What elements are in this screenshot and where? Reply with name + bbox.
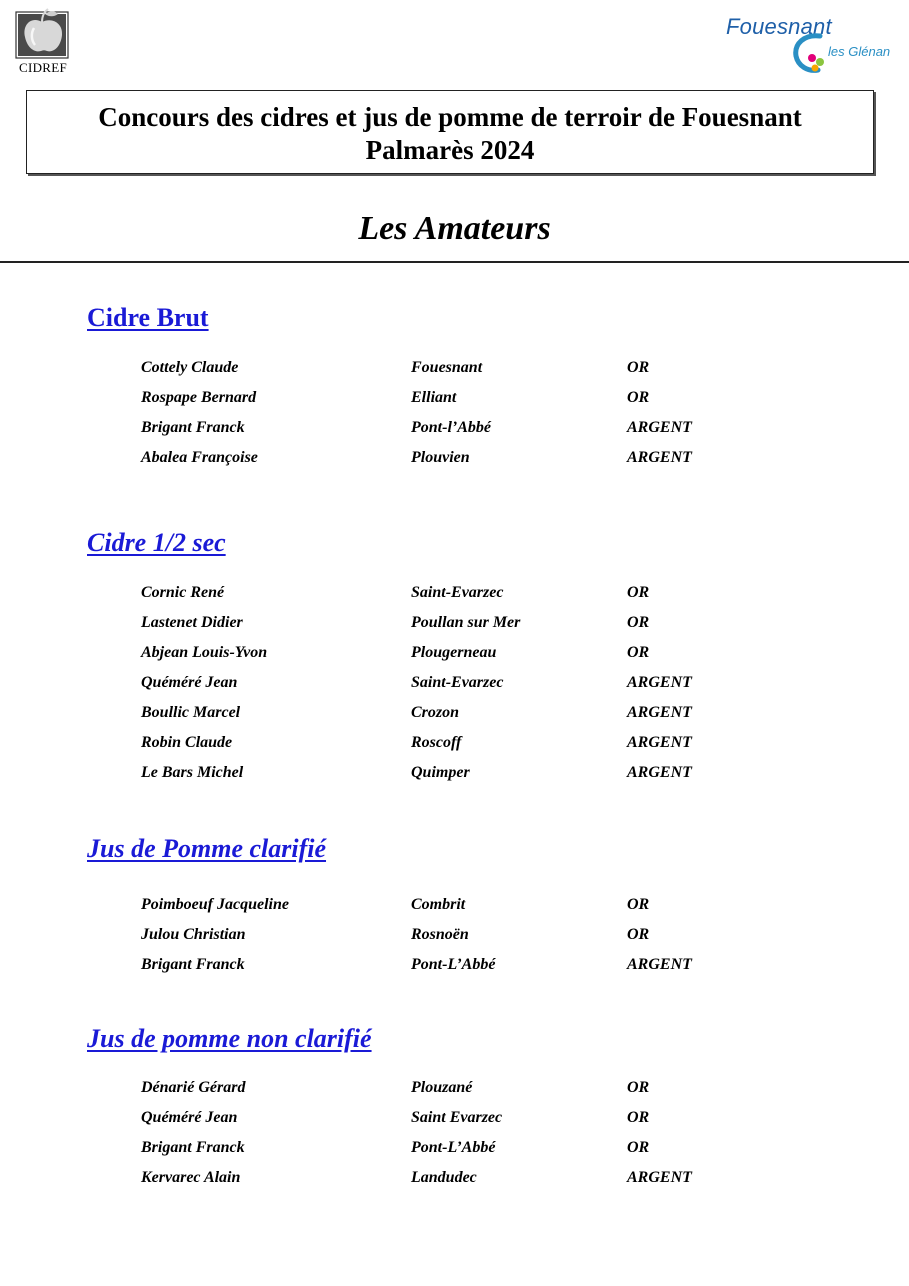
entrant-city: Pont-l’Abbé xyxy=(411,419,491,436)
entrant-name: Quéméré Jean xyxy=(141,1109,238,1126)
table-row xyxy=(0,896,909,918)
entrant-name: Lastenet Didier xyxy=(141,614,243,631)
entrant-name: Julou Christian xyxy=(141,926,246,943)
entrant-name: Abjean Louis-Yvon xyxy=(141,644,268,661)
award-badge: ARGENT xyxy=(627,1169,692,1186)
award-badge: OR xyxy=(627,359,650,376)
fouesnant-logo xyxy=(724,12,904,82)
apple-icon xyxy=(14,6,72,60)
cidref-brand-text: CIDREF xyxy=(18,60,68,75)
section-divider xyxy=(0,261,909,263)
table-row xyxy=(0,674,909,696)
table-row xyxy=(0,449,909,471)
table-row xyxy=(0,734,909,756)
entrant-city: Elliant xyxy=(411,389,457,406)
section-title: Les Amateurs xyxy=(358,210,551,247)
award-badge: OR xyxy=(627,584,650,601)
table-row xyxy=(0,1139,909,1161)
award-badge: OR xyxy=(627,1109,650,1126)
category-title-cidre-demi-sec: Cidre 1/2 sec xyxy=(87,528,226,557)
swirl-icon xyxy=(790,32,830,78)
entrant-city: Plouvien xyxy=(411,449,470,466)
table-row xyxy=(0,926,909,948)
entrant-city: Saint Evarzec xyxy=(411,1109,503,1126)
les-glenan-text: les Glénan xyxy=(828,44,891,59)
category-title-jus-non-clarifie: Jus de pomme non clarifié xyxy=(87,1024,372,1053)
award-badge: OR xyxy=(627,389,650,406)
entrant-name: Abalea Françoise xyxy=(141,449,258,466)
entrant-name: Kervarec Alain xyxy=(141,1169,241,1186)
entrant-name: Robin Claude xyxy=(141,734,233,751)
entrant-name: Cottely Claude xyxy=(141,359,239,376)
entrant-name: Rospape Bernard xyxy=(141,389,257,406)
entrant-name: Poimboeuf Jacqueline xyxy=(141,896,289,913)
table-row xyxy=(0,956,909,978)
award-badge: ARGENT xyxy=(627,764,692,781)
table-row xyxy=(0,764,909,786)
award-badge: ARGENT xyxy=(627,734,692,751)
entrant-name: Le Bars Michel xyxy=(141,764,244,781)
entrant-city: Roscoff xyxy=(411,734,462,751)
entrant-city: Fouesnant xyxy=(411,359,483,376)
award-badge: OR xyxy=(627,896,650,913)
entrant-city: Rosnoën xyxy=(411,926,469,943)
award-badge: OR xyxy=(627,614,650,631)
award-badge: ARGENT xyxy=(627,704,692,721)
entrant-city: Saint-Evarzec xyxy=(411,584,504,601)
award-badge: OR xyxy=(627,644,650,661)
table-row xyxy=(0,584,909,606)
title-line-2: Palmarès 2024 xyxy=(365,135,535,165)
table-row xyxy=(0,1079,909,1101)
table-row xyxy=(0,704,909,726)
title-line-1: Concours des cidres et jus de pomme de terroir de Fouesnant xyxy=(98,102,802,132)
category-title-cidre-brut: Cidre Brut xyxy=(87,303,209,332)
award-badge: OR xyxy=(627,926,650,943)
table-row xyxy=(0,1169,909,1191)
entrant-city: Plougerneau xyxy=(411,644,497,661)
entrant-city: Combrit xyxy=(411,896,466,913)
entrant-city: Pont-L’Abbé xyxy=(411,1139,496,1156)
entrant-name: Boullic Marcel xyxy=(141,704,241,721)
entrant-city: Quimper xyxy=(411,764,470,781)
entrant-name: Brigant Franck xyxy=(141,1139,245,1156)
award-badge: OR xyxy=(627,1079,650,1096)
award-badge: OR xyxy=(627,1139,650,1156)
entrant-city: Saint-Evarzec xyxy=(411,674,504,691)
award-badge: ARGENT xyxy=(627,449,692,466)
entrant-city: Crozon xyxy=(411,704,460,721)
entrant-name: Cornic René xyxy=(141,584,225,601)
entrant-name: Brigant Franck xyxy=(141,956,245,973)
entrant-name: Dénarié Gérard xyxy=(141,1079,246,1096)
table-row xyxy=(0,389,909,411)
table-row xyxy=(0,359,909,381)
table-row xyxy=(0,614,909,636)
entrant-city: Landudec xyxy=(411,1169,477,1186)
award-badge: ARGENT xyxy=(627,956,692,973)
category-title-jus-clarifie: Jus de Pomme clarifié xyxy=(87,834,327,863)
entrant-city: Poullan sur Mer xyxy=(411,614,521,631)
table-row xyxy=(0,644,909,666)
table-row xyxy=(0,1109,909,1131)
entrant-city: Plouzané xyxy=(411,1079,473,1096)
award-badge: ARGENT xyxy=(627,419,692,436)
fouesnant-wordmark: Fouesnant xyxy=(726,14,832,39)
entrant-name: Quéméré Jean xyxy=(141,674,238,691)
cidref-logo xyxy=(14,6,74,78)
table-row xyxy=(0,419,909,441)
title-box xyxy=(26,90,874,174)
award-badge: ARGENT xyxy=(627,674,692,691)
entrant-name: Brigant Franck xyxy=(141,419,245,436)
entrant-city: Pont-L’Abbé xyxy=(411,956,496,973)
